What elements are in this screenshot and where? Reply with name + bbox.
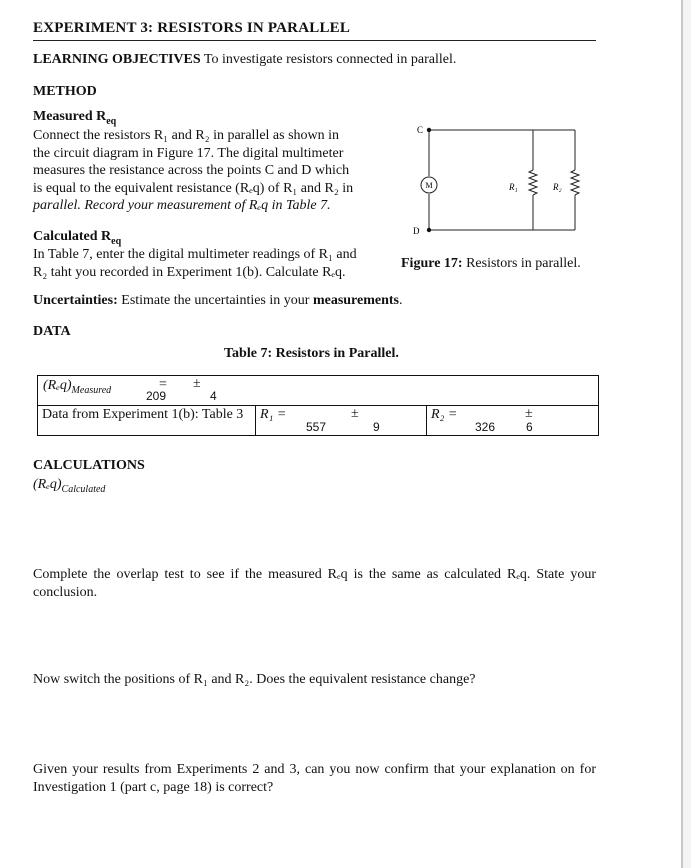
switch-positions-question: Now switch the positions of R₁ and R₂. Does the equivalent resistance change? [33, 672, 476, 687]
figure-caption: Figure 17: Resistors in parallel. [401, 256, 581, 271]
measured-plusminus: ± [193, 376, 201, 391]
resistors-table [37, 375, 599, 436]
uncertainties-line: Uncertainties: Estimate the uncertainties in your measurements. [33, 293, 403, 308]
table-row [38, 406, 599, 436]
r2-label: R₂ [553, 182, 562, 192]
measured-value: 209 [146, 389, 167, 403]
title-rule [33, 40, 596, 41]
overlap-test-paragraph: Complete the overlap test to see if the measured Rₑq is the same as calculated Rₑq. State your conclusion. [33, 567, 596, 600]
experiment-source-label: Data from Experiment 1(b): Table 3 [42, 407, 244, 422]
r2-cell-label: R₂ = [431, 407, 458, 422]
r1-cell-label: R₁ = [260, 407, 287, 422]
learning-objectives [33, 52, 456, 68]
resistor-r2-zigzag [571, 170, 579, 195]
method-heading: METHOD [33, 84, 97, 99]
measured-label: $(R_eq)_{Measured}$ [43, 378, 112, 396]
r1-plusminus: ± [351, 406, 359, 421]
confirm-question: Given your results from Experiments 2 and 3, can you now confirm that your explanation on for Investigation 1 (part c, page 18) is correct? [33, 762, 596, 795]
r2-plusminus: ± [525, 406, 533, 421]
r1-label: R₁ [509, 182, 518, 192]
r2-uncertainty: 6 [526, 420, 533, 434]
table-caption: Table 7: Resistors in Parallel. [224, 346, 399, 361]
objectives-text: To investigate resistors connected in parallel. [203, 52, 457, 67]
r1-cell [256, 406, 427, 436]
calculated-heading: Calculated $R_{eq}$ [33, 229, 122, 247]
calculated-paragraph: In Table 7, enter the digital multimeter readings of R₁ and R₂ taht you recorded in Experiment 1(b). Calculate Rₑq. [33, 247, 357, 280]
measured-heading: Measured $R_{eq}$ [33, 109, 117, 127]
viewer-margin [683, 0, 691, 868]
calculations-heading: CALCULATIONS [33, 458, 145, 473]
meter-label: M [425, 181, 433, 190]
measured-paragraph: Connect the resistors R₁ and R₂ in parallel as shown in the circuit diagram in Figure 17. The digital multimeter measures the resistance across the points C and D which is equal to the equivalent resistance (Rₑq) of R₁ and R₂ in parallel. Record your measurement of Rₑq in Table 7. [33, 128, 354, 213]
r2-cell [427, 406, 599, 436]
r1-value: 557 [306, 420, 327, 434]
measured-cell [38, 376, 599, 406]
calculated-label: $(R_eq)_{Calculated}$ [33, 477, 106, 495]
circuit-diagram [395, 118, 595, 243]
experiment-source-cell [38, 406, 256, 436]
point-c-dot [427, 128, 431, 132]
r1-uncertainty: 9 [373, 420, 380, 434]
objectives-label: LEARNING OBJECTIVES [33, 52, 201, 67]
point-d-label: D [413, 226, 420, 236]
measured-equals: = [159, 377, 167, 392]
experiment-title: EXPERIMENT 3: RESISTORS IN PARALLEL [33, 20, 351, 36]
resistor-r1-zigzag [529, 170, 537, 195]
measured-uncertainty: 4 [210, 389, 217, 403]
data-heading: DATA [33, 324, 71, 339]
r2-value: 326 [475, 420, 496, 434]
point-c-label: C [417, 125, 424, 135]
table-row [38, 376, 599, 406]
point-d-dot [427, 228, 431, 232]
